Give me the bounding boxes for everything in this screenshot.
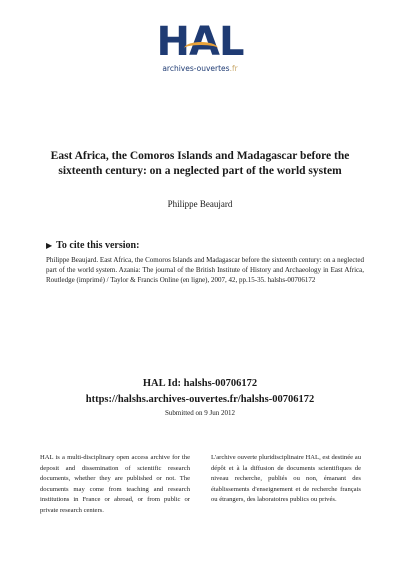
statement-english: HAL is a multi-disciplinary open access archive for the deposit and dissemination of scientific research documents, whether they are published or not. The documents may come from teaching and research institutions in France or abroad, or from public or private research centers. bbox=[40, 454, 190, 514]
logo-arc-icon bbox=[184, 42, 218, 55]
hal-logo-subtitle: archives-ouvertes.fr bbox=[162, 64, 238, 73]
citation-heading: ▶ To cite this version: bbox=[46, 240, 140, 251]
hal-logo-mark: HAL bbox=[156, 19, 244, 65]
citation-text: Philippe Beaujard. East Africa, the Comoros Islands and Madagascar before the sixteenth century: on a neglected part of the world system. Azania: The journal of the British Institute of History and Archaeology in East Africa, Routledge (imprimé) / Taylor & Francis Online (en ligne), 2007, 42, pp.15-35. halshs-00706172 bbox=[46, 256, 364, 284]
paper-author: Philippe Beaujard bbox=[167, 199, 233, 209]
hal-logo bbox=[0, 19, 400, 73]
triangle-right-icon: ▶ bbox=[46, 241, 53, 250]
hal-identifier bbox=[0, 376, 400, 408]
hal-id-label: HAL Id: halshs-00706172 bbox=[142, 378, 258, 389]
submission-date: Submitted on 9 Jun 2012 bbox=[164, 409, 235, 417]
statement-french: L'archive ouverte pluridisciplinaire HAL, est destinée au dépôt et à la diffusion de documents scientifiques de niveau recherche, publiés ou non, émanant des établissements d'enseignement et de recherche français ou étrangers, des laboratoires publics ou privés. bbox=[211, 454, 361, 504]
hal-url[interactable]: https://halshs.archives-ouvertes.fr/halshs-00706172 bbox=[85, 394, 315, 405]
paper-title: East Africa, the Comoros Islands and Madagascar before the sixteenth century: on a neglected part of the world system bbox=[50, 150, 350, 177]
